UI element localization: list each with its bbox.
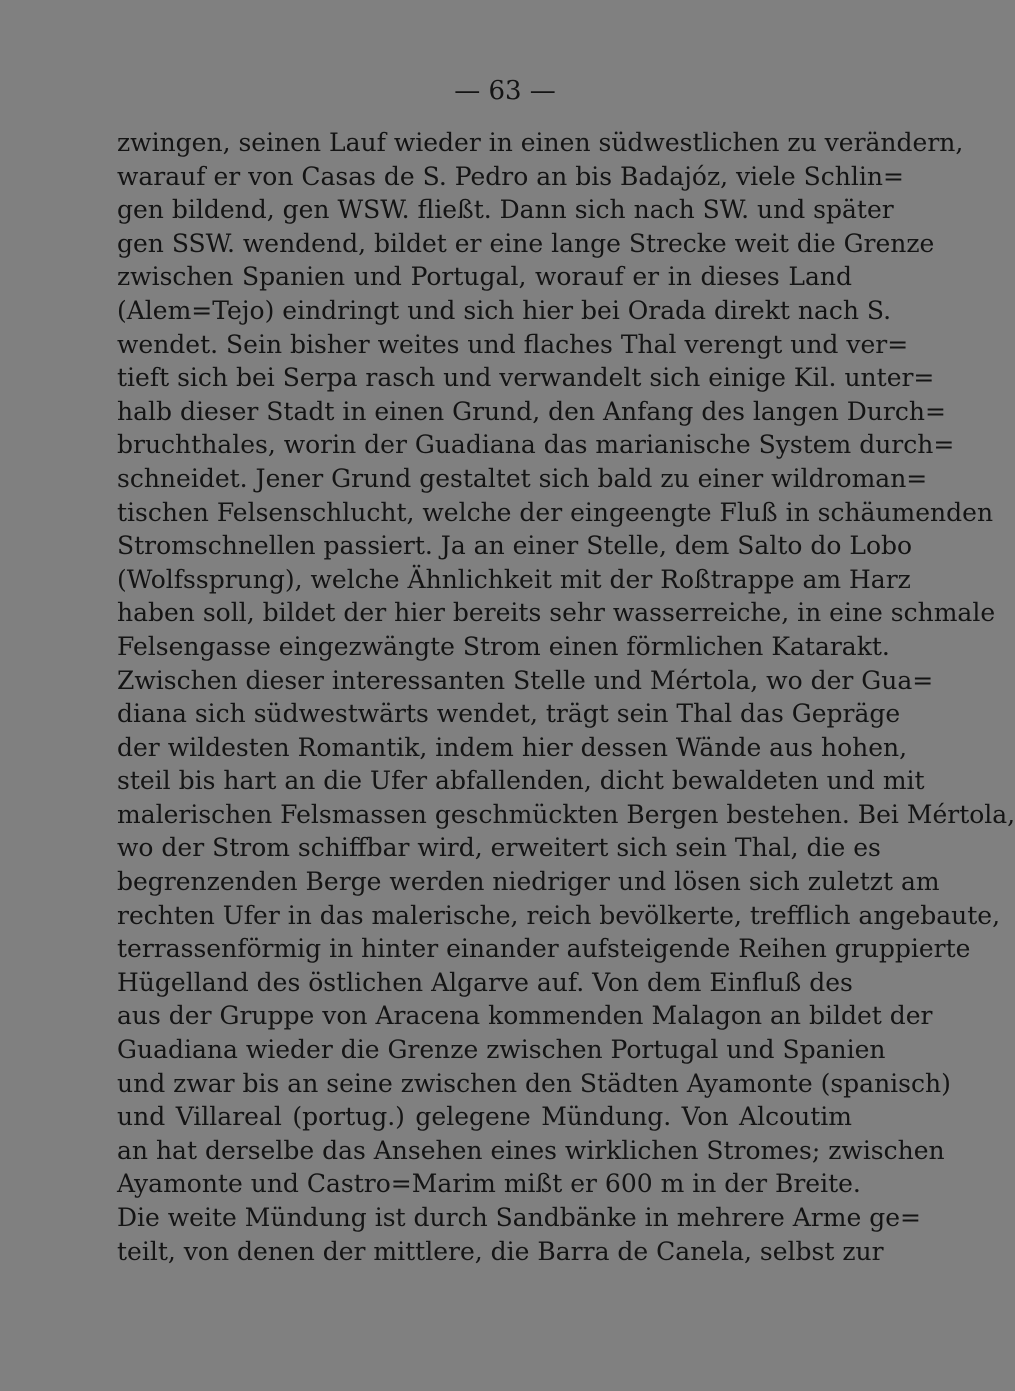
text-line: zwischen Spanien und Portugal, worauf er in dieses Land — [117, 262, 852, 292]
text-line: der wildesten Romantik, indem hier dessen Wände aus hohen, — [117, 732, 908, 762]
text-line: und Villareal (portug.) gelegene Mündung. Von Alcoutim — [117, 1102, 852, 1132]
text-line: Felsengasse eingezwängte Strom einen förmlichen Katarakt. — [117, 631, 890, 661]
text-line: tieft sich bei Serpa rasch und verwandelt sich einige Kil. unter= — [117, 363, 935, 393]
text-line: und zwar bis an seine zwischen den Städten Ayamonte (spanisch) — [117, 1068, 951, 1098]
text-line: Ayamonte und Castro=Marim mißt er 600 m in der Breite. — [117, 1169, 861, 1199]
text-line: wendet. Sein bisher weites und flaches Thal verengt und ver= — [117, 329, 909, 359]
text-line: terrassenförmig in hinter einander aufsteigende Reihen gruppierte — [117, 934, 971, 964]
text-line: Die weite Mündung ist durch Sandbänke in mehrere Arme ge= — [117, 1203, 921, 1232]
text-line: wo der Strom schiffbar wird, erweitert sich sein Thal, die es — [117, 833, 881, 863]
text-line: Guadiana wieder die Grenze zwischen Portugal und Spanien — [117, 1035, 886, 1065]
text-line: zwingen, seinen Lauf wieder in einen südwestlichen zu verändern, — [117, 128, 964, 157]
text-line: gen bildend, gen WSW. fließt. Dann sich nach SW. und später — [117, 195, 894, 225]
text-line: gen SSW. wendend, bildet er eine lange Strecke weit die Grenze — [117, 228, 935, 258]
text-line: halb dieser Stadt in einen Grund, den Anfang des langen Durch= — [117, 396, 946, 426]
text-line: aus der Gruppe von Aracena kommenden Malagon an bildet der — [117, 1001, 933, 1031]
text-line: begrenzenden Berge werden niedriger und lösen sich zuletzt am — [117, 867, 940, 897]
body-text — [117, 126, 1015, 1268]
text-line: diana sich südwestwärts wendet, trägt sein Thal das Gepräge — [117, 699, 901, 729]
text-line: rechten Ufer in das malerische, reich bevölkerte, trefflich angebaute, — [117, 900, 1001, 930]
text-line: steil bis hart an die Ufer abfallenden, dicht bewaldeten und mit — [117, 766, 925, 796]
page-number: — 63 — — [454, 76, 556, 106]
text-line: Stromschnellen passiert. Ja an einer Stelle, dem Salto do Lobo — [117, 531, 913, 561]
text-line: (Wolfssprung), welche Ähnlichkeit mit der Roßtrappe am Harz — [117, 564, 911, 594]
text-line: haben soll, bildet der hier bereits sehr wasserreiche, in eine schmale — [117, 598, 996, 628]
text-line: warauf er von Casas de S. Pedro an bis Badajóz, viele Schlin= — [117, 161, 904, 191]
text-line: tischen Felsenschlucht, welche der eingeengte Fluß in schäumenden — [117, 497, 994, 527]
text-line: (Alem=Tejo) eindringt und sich hier bei Orada direkt nach S. — [117, 295, 892, 325]
text-line: an hat derselbe das Ansehen eines wirklichen Stromes; zwischen — [117, 1135, 945, 1165]
text-line: teilt, von denen der mittlere, die Barra de Canela, selbst zur — [117, 1236, 884, 1266]
text-line: Hügelland des östlichen Algarve auf. Von dem Einfluß des — [117, 967, 853, 997]
text-line: bruchthales, worin der Guadiana das marianische System durch= — [117, 430, 955, 460]
text-line: Zwischen dieser interessanten Stelle und Mértola, wo der Gua= — [117, 665, 934, 695]
text-line: schneidet. Jener Grund gestaltet sich bald zu einer wildroman= — [117, 463, 928, 493]
text-line: malerischen Felsmassen geschmückten Bergen bestehen. Bei Mértola, — [117, 799, 1015, 829]
